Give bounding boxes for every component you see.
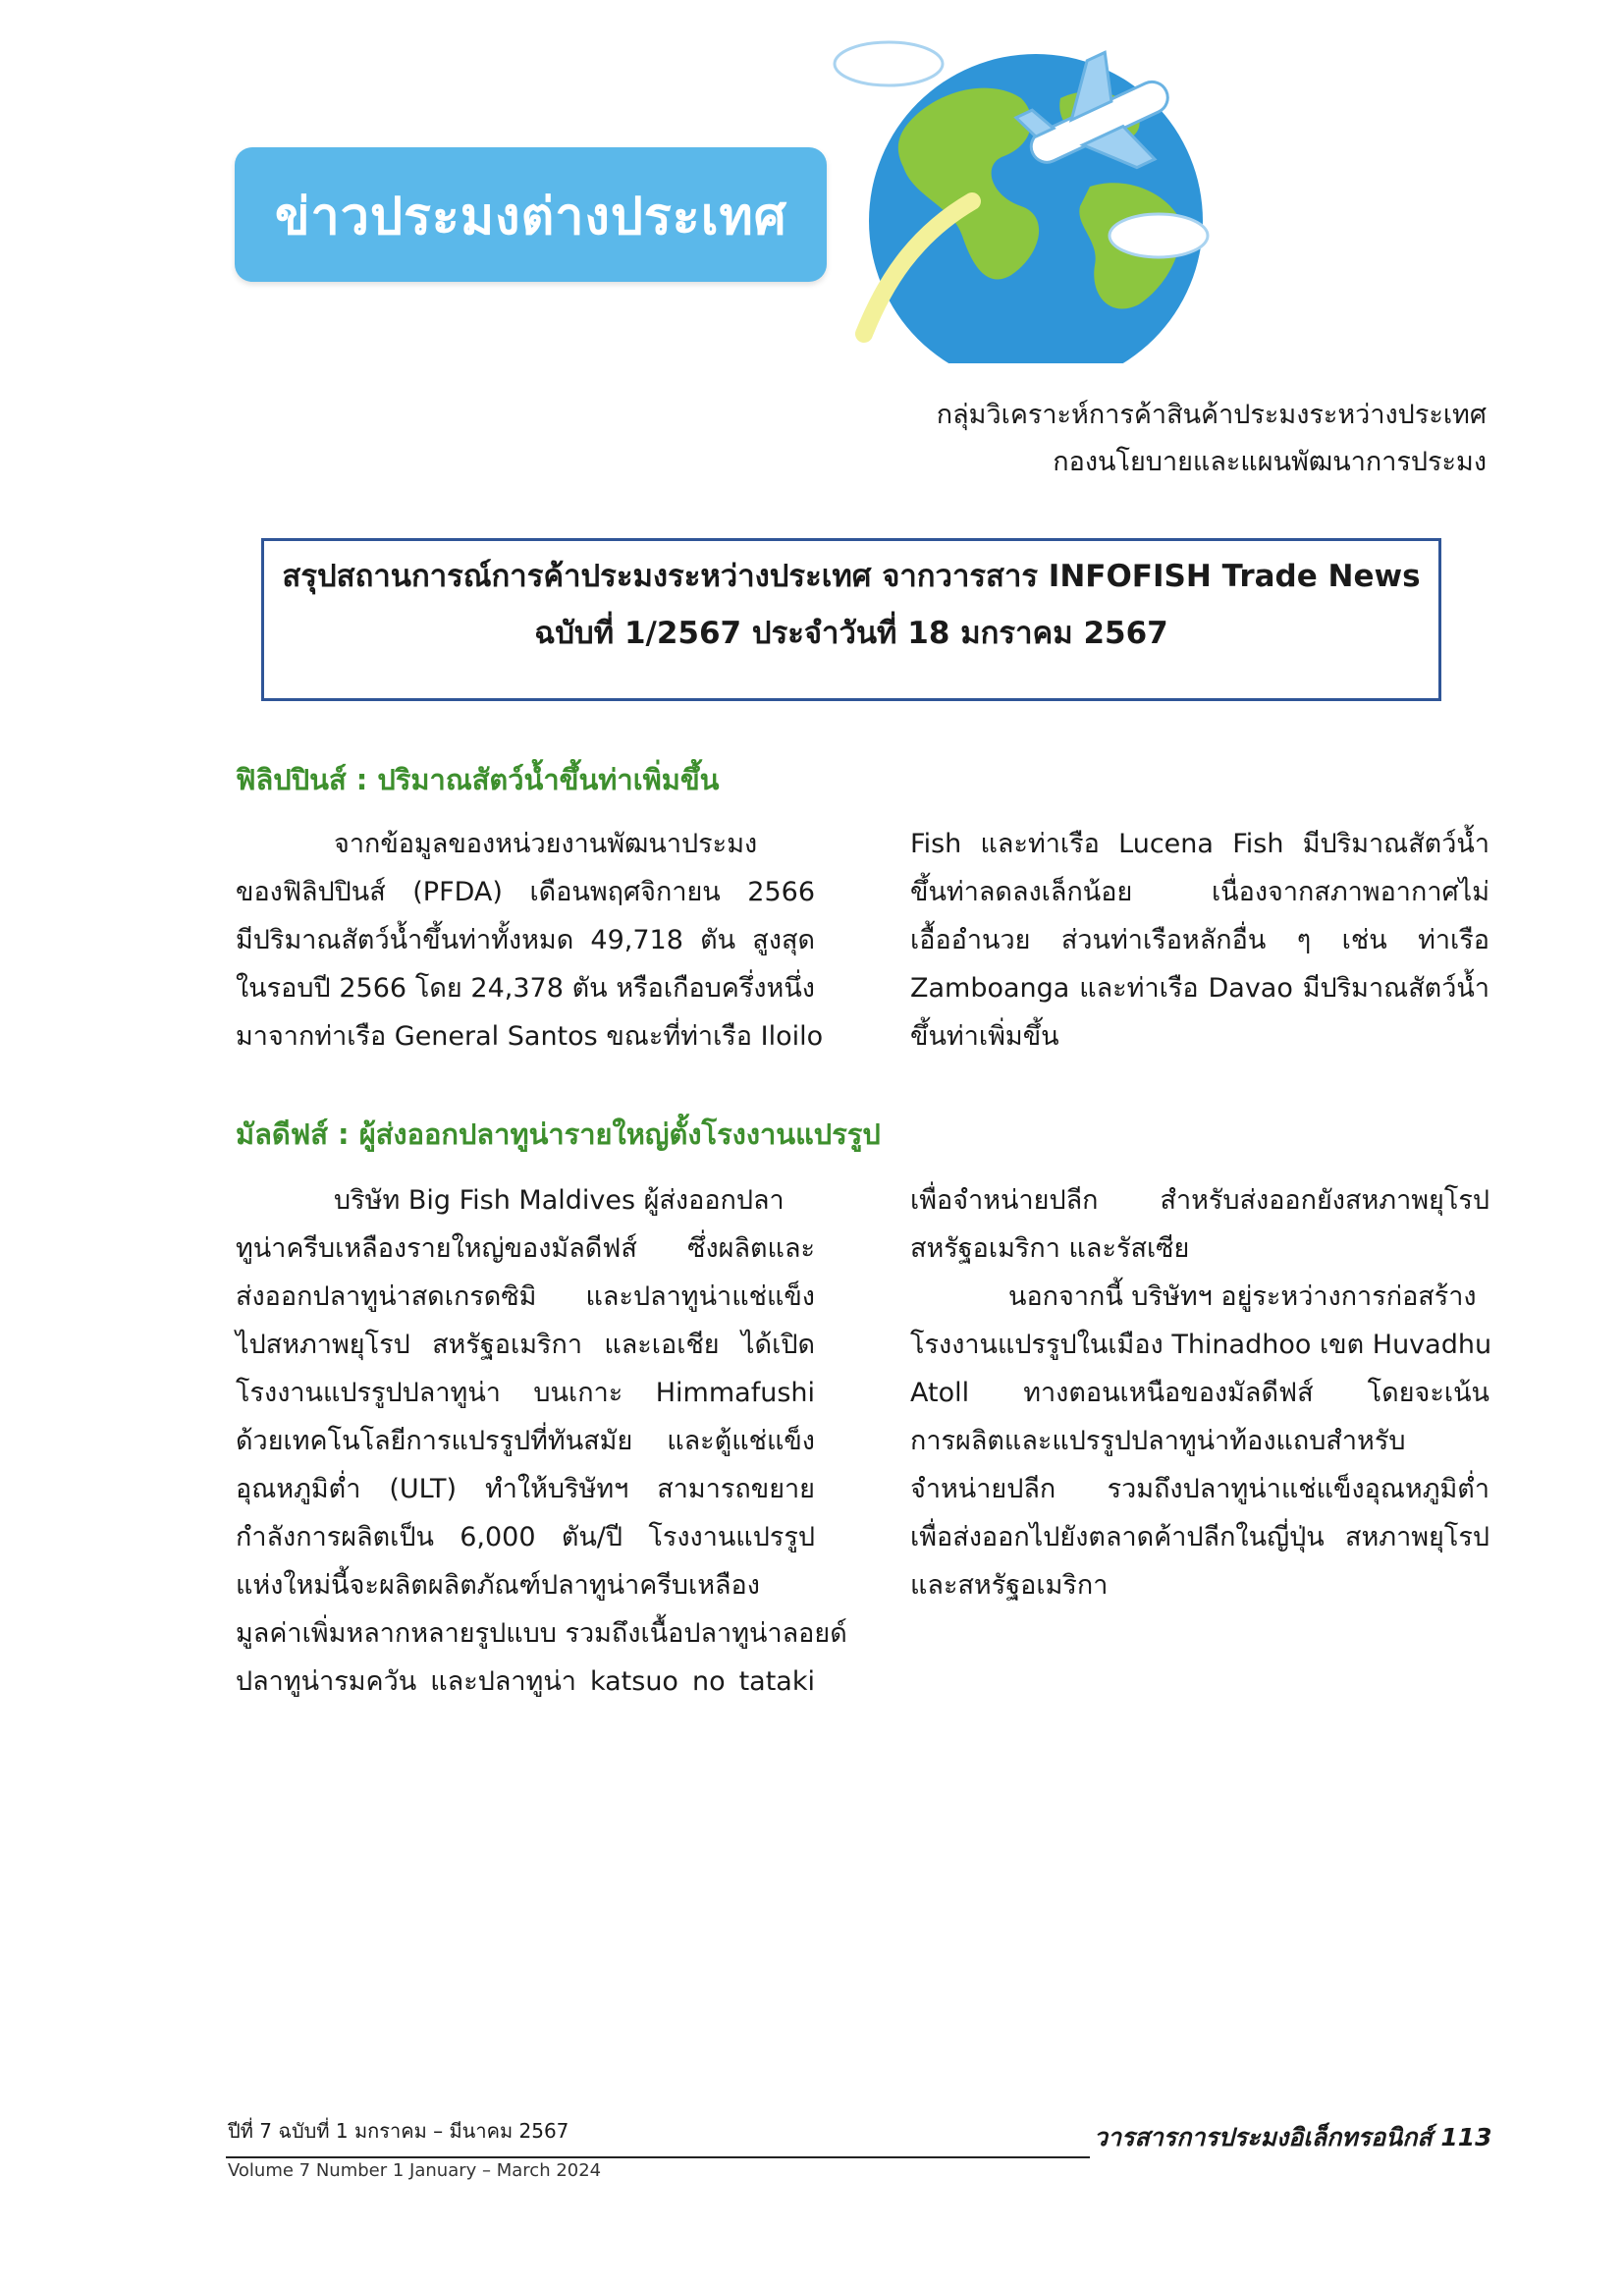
article-text-line: ทูน่าครีบเหลืองรายใหญ่ของมัลดีฟส์ ซึ่งผลิตและ — [236, 1233, 815, 1264]
article-text-line: และสหรัฐอเมริกา — [910, 1570, 1109, 1601]
article-text-line: โรงงานแปรรูปในเมือง Thinadhoo เขต Huvadhu — [910, 1330, 1492, 1360]
article-text-line: การผลิตและแปรรูปปลาทูน่าท้องแถบสำหรับ — [910, 1426, 1406, 1456]
article-text-line: โรงงานแปรรูปปลาทูน่า บนเกาะ Himmafushi — [236, 1378, 815, 1408]
article-text-line: มีปริมาณสัตว์น้ำขึ้นท่าทั้งหมด 49,718 ตัน สูงสุด — [236, 925, 815, 955]
footer-journal-page: วารสารการประมงอิเล็กทรอนิกส์ 113 — [1094, 2123, 1492, 2151]
article-text-line: ด้วยเทคโนโลยีการแปรรูปที่ทันสมัย และตู้แช่แข็ง — [236, 1426, 815, 1456]
article-text-line: ในรอบปี 2566 โดย 24,378 ตัน หรือเกือบครึ่งหนึ่ง — [236, 973, 815, 1004]
article-text-line: ขึ้นท่าเพิ่มขึ้น — [910, 1021, 1059, 1052]
article-heading-maldives: มัลดีฟส์ : ผู้ส่งออกปลาทูน่ารายใหญ่ตั้งโรงงานแปรรูป — [236, 1117, 881, 1151]
article-text-line: อุณหภูมิต่ำ (ULT) ทำให้บริษัทฯ สามารถขยาย — [236, 1474, 815, 1504]
article-text-line: เพื่อจำหน่ายปลีก สำหรับส่งออกยังสหภาพยุโรป — [910, 1185, 1489, 1216]
article-text-line: จากข้อมูลของหน่วยงานพัฒนาประมง — [334, 829, 758, 859]
article-text-line: นอกจากนี้ บริษัทฯ อยู่ระหว่างการก่อสร้าง — [1008, 1281, 1477, 1312]
summary-issue: ฉบับที่ 1/2567 ประจำวันที่ 18 มกราคม 2567 — [534, 616, 1168, 651]
article-text-line: มาจากท่าเรือ General Santos ขณะที่ท่าเรือ Iloilo — [236, 1021, 824, 1052]
article-text-line: เพื่อส่งออกไปยังตลาดค้าปลีกในญี่ปุ่น สหภาพยุโรป — [910, 1522, 1489, 1552]
article-text-line: เอื้ออำนวย ส่วนท่าเรือหลักอื่น ๆ เช่น ท่าเรือ — [910, 925, 1489, 955]
article-text-line: มูลค่าเพิ่มหลากหลายรูปแบบ รวมถึงเนื้อปลาทูน่าลอยด์ — [236, 1618, 847, 1649]
article-text-line: Zamboanga และท่าเรือ Davao มีปริมาณสัตว์น้ำ — [910, 973, 1489, 1004]
article-text-line: บริษัท Big Fish Maldives ผู้ส่งออกปลา — [334, 1185, 785, 1216]
article-text-line: สหรัฐอเมริกา และรัสเซีย — [910, 1233, 1190, 1264]
department-group: กลุ่มวิเคราะห์การค้าสินค้าประมงระหว่างประเทศ — [936, 400, 1487, 430]
article-text-line: ไปสหภาพยุโรป สหรัฐอเมริกา และเอเชีย ได้เปิด — [236, 1330, 815, 1360]
article-text-line: ปลาทูน่ารมควัน และปลาทูน่า katsuo no tataki — [236, 1666, 815, 1697]
article-text-line: ส่งออกปลาทูน่าสดเกรดซิมิ และปลาทูน่าแช่แข็ง — [236, 1281, 815, 1312]
article-text-line: กำลังการผลิตเป็น 6,000 ตัน/ปี โรงงานแปรรูป — [236, 1522, 815, 1552]
cloud-icon — [1110, 214, 1208, 257]
footer-issue-english: Volume 7 Number 1 January – March 2024 — [228, 2160, 602, 2181]
page-title: ข่าวประมงต่างประเทศ — [275, 188, 787, 246]
article-text-line: แห่งใหม่นี้จะผลิตผลิตภัณฑ์ปลาทูน่าครีบเหลือง — [236, 1570, 760, 1601]
cloud-icon — [835, 42, 943, 85]
article-heading-philippines: ฟิลิปปินส์ : ปริมาณสัตว์น้ำขึ้นท่าเพิ่มขึ้น — [236, 763, 720, 796]
article-text-line: จำหน่ายปลีก รวมถึงปลาทูน่าแช่แข็งอุณหภูมิต่ำ — [910, 1474, 1489, 1504]
article-text-line: Atoll ทางตอนเหนือของมัลดีฟส์ โดยจะเน้น — [910, 1378, 1489, 1408]
article-text-line: ขึ้นท่าลดลงเล็กน้อย เนื่องจากสภาพอากาศไม่ — [910, 877, 1489, 907]
article-text-line: ของฟิลิปปินส์ (PFDA) เดือนพฤศจิกายน 2566 — [236, 877, 815, 907]
globe-airplane-illustration — [795, 39, 1247, 363]
article-text-line: Fish และท่าเรือ Lucena Fish มีปริมาณสัตว์น้ำ — [910, 829, 1489, 859]
footer-issue-thai: ปีที่ 7 ฉบับที่ 1 มกราคม – มีนาคม 2567 — [228, 2119, 569, 2143]
summary-title: สรุปสถานการณ์การค้าประมงระหว่างประเทศ จากวารสาร INFOFISH Trade News — [282, 559, 1421, 594]
department-division: กองนโยบายและแผนพัฒนาการประมง — [1053, 447, 1487, 477]
